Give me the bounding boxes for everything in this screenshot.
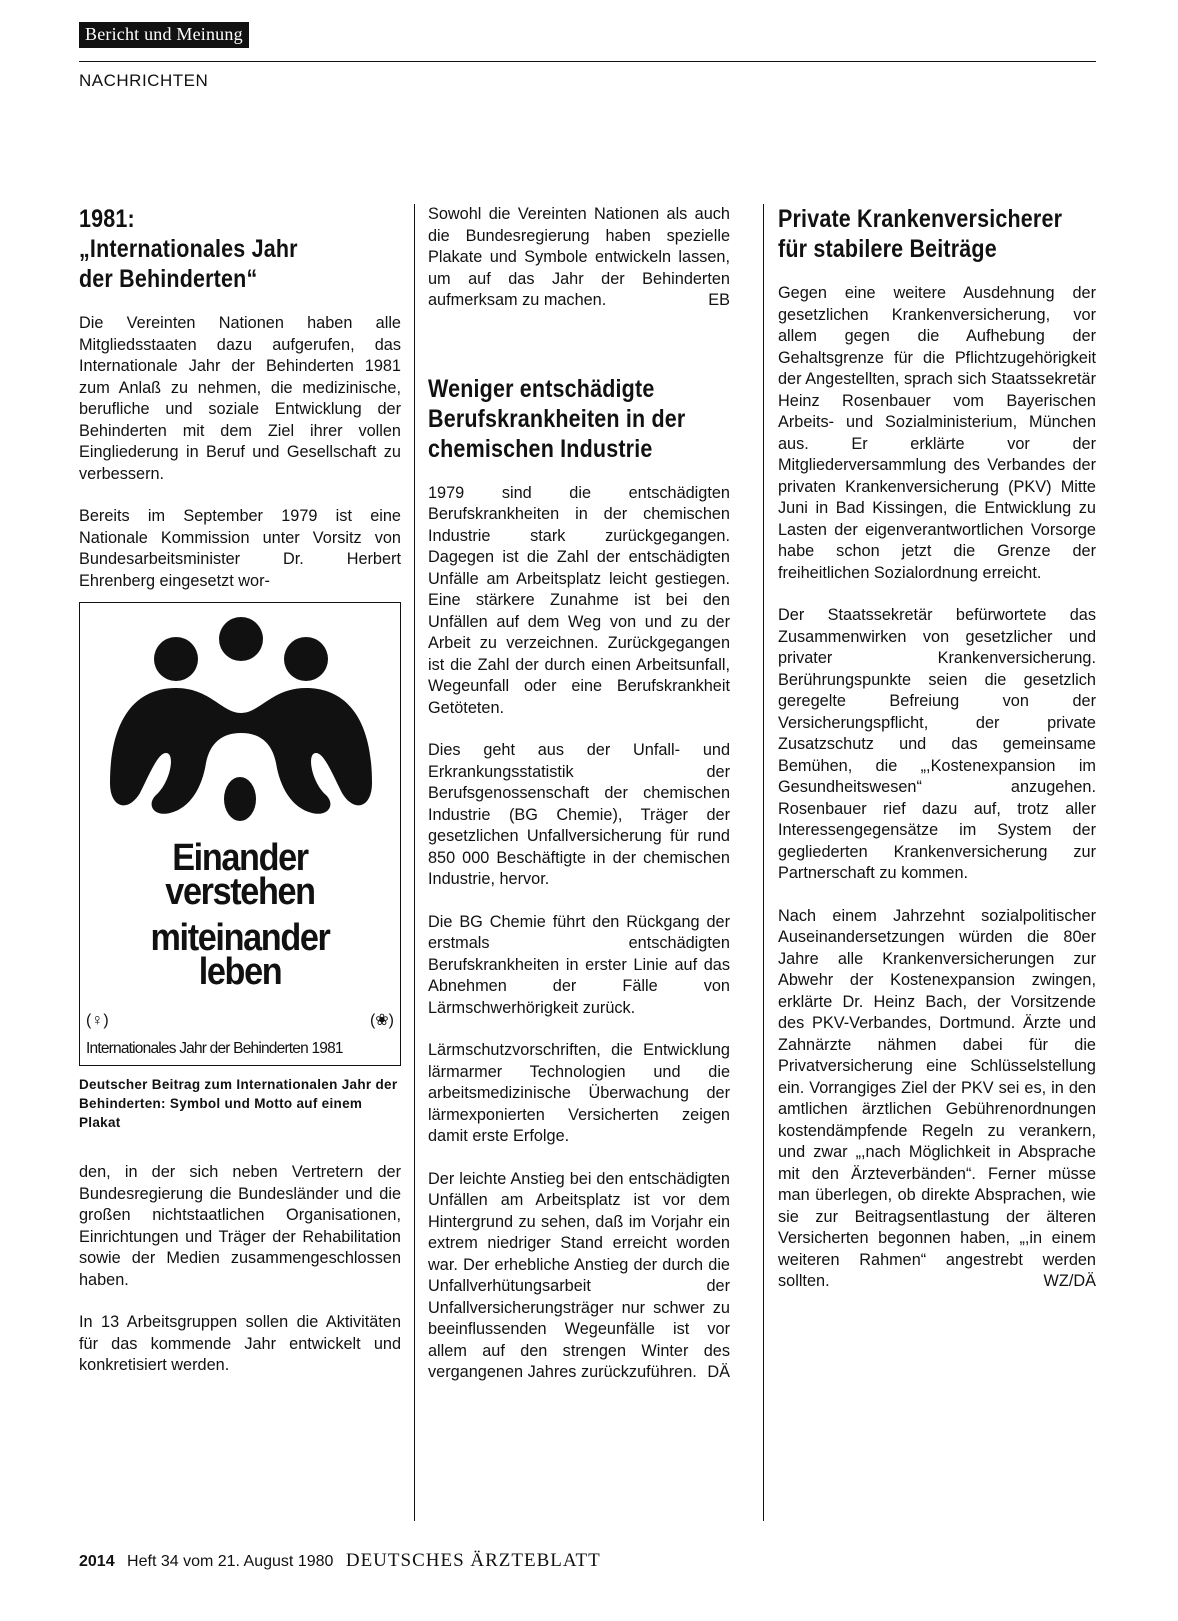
article1-paragraph: In 13 Arbeitsgruppen sollen die Aktivitäten für das kommende Jahr entwickelt und konkretisiert werden.	[79, 1313, 401, 1374]
article1-paragraph: Sowohl die Vereinten Nationen als auch die Bundesregierung haben spezielle Plakate und Symbole entwickeln lassen, um auf das Jahr der Behinderten aufmerksam zu machen. EB	[428, 204, 730, 312]
column-3	[778, 204, 1096, 1293]
poster-caption: Deutscher Beitrag zum Internationalen Jahr der Behinderten: Symbol und Motto auf einem Plakat	[79, 1077, 398, 1130]
article2-headline: Weniger entschädigte Berufskrankheiten in der chemischen Industrie	[428, 374, 686, 463]
article1-paragraph: Bereits im September 1979 ist eine Nationale Kommission unter Vorsitz von Bundesarbeitsminister Dr. Herbert Ehrenberg eingesetzt wor-	[79, 507, 401, 590]
poster-footer-text: Internationales Jahr der Behinderten 1981	[86, 1039, 343, 1057]
article2-paragraph: Lärmschutzvorschriften, die Entwicklung lärmarmer Technologien und die arbeitsmedizinische Überwachung der lärmexponierten Versicherten zeigen damit erste Erfolge.	[428, 1041, 730, 1145]
section-badge: Bericht und Meinung	[79, 22, 249, 48]
article2-paragraph: 1979 sind die entschädigten Berufskrankheiten in der chemischen Industrie stark zurückgegangen. Dagegen ist die Zahl der entschädigten Unfälle am Arbeitsplatz leicht gestiegen. Eine stärkere Zunahme ist bei den Unfällen auf dem Weg von und zu der Arbeit zu verzeichnen. Zurückgegangen ist die Zahl der durch einen Arbeitsunfall, Wegeunfall oder eine Berufskrankheit Getöteten.	[428, 483, 730, 717]
article1-headline: 1981: „Internationales Jahr der Behinderten“	[79, 205, 298, 293]
column-divider	[414, 204, 415, 1521]
page-number: 2014	[79, 1553, 115, 1570]
article3-headline: Private Krankenversicherer für stabilere Beiträge	[778, 205, 1063, 263]
section-label: NACHRICHTEN	[79, 71, 209, 90]
poster-image	[79, 602, 401, 1066]
column-divider	[763, 204, 764, 1521]
article1-paragraph: den, in der sich neben Vertretern der Bundesregierung die Bundesländer und die großen nichtstaatlichen Organisationen, Einrichtungen und Träger der Rehabilitation sowie der Medien zusammengeschlossen haben.	[79, 1163, 401, 1289]
article2-paragraph: Dies geht aus der Unfall- und Erkrankungsstatistik der Berufsgenossenschaft der chemischen Industrie (BG Chemie), Träger der gesetzlichen Unfallversicherung für rund 850 000 Beschäftigte in der chemischen Industrie, hervor.	[428, 741, 730, 888]
issue-info: Heft 34 vom 21. August 1980	[127, 1553, 334, 1570]
page-footer	[79, 1550, 601, 1572]
un-emblem-icon: (♀)	[86, 1011, 109, 1029]
article2-paragraph: Die BG Chemie führt den Rückgang der erstmals entschädigten Berufskrankheiten in erster Linie auf das Abnehmen der Fälle von Lärmschwerhörigkeit zurück.	[428, 912, 730, 1017]
article1-signature: EB	[708, 291, 730, 309]
article2-paragraph: Der leichte Anstieg bei den entschädigten Unfällen am Arbeitsplatz ist vor dem Hintergrund zu sehen, daß im Vorjahr ein extrem niedriger Stand erreicht worden war. Der erhebliche Anstieg der durch die Unfallverhütungsarbeit der Unfallversicherungsträger nur schwer zu beeinflussenden Wegeunfälle ist vor allem auf den strengen Winter des vergangenen Jahres zurückzuführen. DÄ	[428, 1169, 730, 1384]
poster-motto-line1: Einander verstehen	[165, 837, 315, 913]
poster-figures-graphic	[80, 603, 401, 1065]
article3-paragraph: Gegen eine weitere Ausdehnung der gesetzlichen Krankenversicherung, vor allem gegen die Aufhebung der Gehaltsgrenze für die Pflichtzugehörigkeit der Angestellten, sprach sich Staatssekretär Heinz Rosenbauer vom Bayerischen Arbeits- und Sozialministerium, München aus. Er erklärte vor der Mitgliederversammlung des Verbandes der privaten Krankenversicherung (PKV) Mitte Juni in Bad Kissingen, die Entwicklung zu Lasten der eigenverantwortlichen Vorsorge habe schon jetzt die Grenze der freiheitlichen Sozialordnung erreicht.	[778, 284, 1096, 582]
poster-motto-line2: miteinander leben	[150, 917, 330, 993]
article3-paragraph: Der Staatssekretär befürwortete das Zusammenwirken von gesetzlicher und privater Krankenversicherung. Berührungspunkte seien die gesetzlich geregelte Befreiung von der Versicherungspflicht, der private Zusatzschutz und das gemeinsame Bemühen, die „,Kostenexpansion im Gesundheitswesen“ anzugehen. Rosenbauer rief dazu auf, trotz aller Interessengegensätze im System der gegliederten Krankenversicherung zur Partnerschaft zu kommen.	[778, 606, 1096, 882]
magazine-name: DEUTSCHES ÄRZTEBLATT	[345, 1550, 601, 1571]
article1-paragraph: Die Vereinten Nationen haben alle Mitgliedsstaaten dazu aufgerufen, das Internationale Jahr der Behinderten 1981 zum Anlaß zu nehmen, die medizinische, berufliche und soziale Entwicklung der Behinderten mit dem Ziel ihrer vollen Eingliederung in Beruf und Gesellschaft zu verbessern.	[79, 314, 401, 483]
article3-paragraph: Nach einem Jahrzehnt sozialpolitischer Auseinandersetzungen würden die 80er Jahre alle Krankenversicherungen zur Abwehr der Kostenexpansion zwingen, erklärte Dr. Heinz Bach, der Vorsitzende des PKV-Verbandes, Dortmund. Ärzte und Zahnärzte nähmen dabei für die Privatversicherung eine Schlüsselstellung ein. Vorrangiges Ziel der PKV sei es, in den amtlichen ärztlichen Gebührenordnungen kostendämpfende Regeln zu verankern, und zwar „,nach Möglichkeit in Absprache mit den Ärzteverbänden“. Ferner müsse man überlegen, ob direkte Absprachen, wie sie zur Beitragsentlastung der älteren Versicherten begonnen haben, „,in einem weiteren Rahmen“ angestrebt werden sollten. WZ/DÄ	[778, 906, 1096, 1293]
column-2	[428, 204, 730, 1384]
article3-signature: WZ/DÄ	[1043, 1272, 1096, 1290]
header-rule	[79, 61, 1096, 62]
article2-signature: DÄ	[707, 1363, 730, 1381]
column-1	[79, 204, 401, 1377]
world-emblem-icon: (❀)	[369, 1011, 394, 1029]
